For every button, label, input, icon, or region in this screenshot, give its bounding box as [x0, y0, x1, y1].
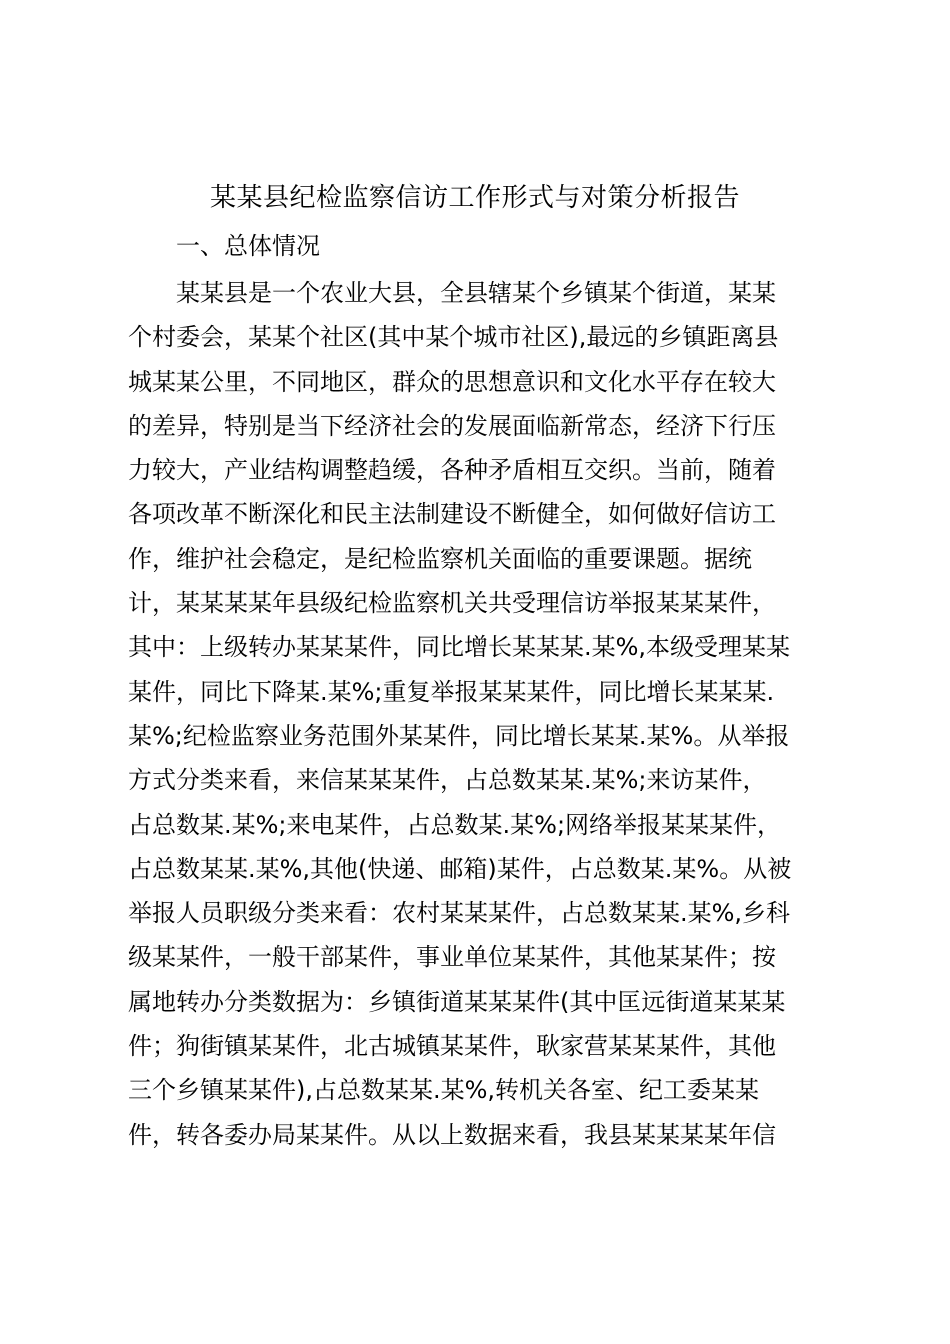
paragraph-line: 的差异，特别是当下经济社会的发展面临新常态，经济下行压: [128, 411, 776, 440]
paragraph-line: 占总数某某.某%,其他(快递、邮箱)某件，占总数某.某%。从被: [128, 854, 792, 883]
paragraph-line: 某某县是一个农业大县，全县辖某个乡镇某个街道，某某: [176, 279, 776, 307]
paragraph-line: 属地转办分类数据为：乡镇街道某某某件(其中匡远街道某某某: [128, 987, 786, 1016]
body-paragraph: [128, 271, 838, 1157]
paragraph-line: 占总数某.某%;来电某件，占总数某.某%;网络举报某某某件，: [128, 810, 782, 839]
document-title: 某某县纪检监察信访工作形式与对策分析报告: [209, 183, 740, 213]
paragraph-line: 作，维护社会稳定，是纪检监察机关面临的重要课题。据统: [128, 544, 752, 573]
paragraph-line: 级某某件，一般干部某件，事业单位某某件，其他某某件；按: [128, 943, 776, 972]
paragraph-line: 个村委会，某某个社区(其中某个城市社区),最远的乡镇距离县: [128, 323, 779, 352]
paragraph-line: 各项改革不断深化和民主法制建设不断健全，如何做好信访工: [128, 500, 776, 529]
paragraph-line: 力较大，产业结构调整趋缓，各种矛盾相互交织。当前，随着: [128, 456, 776, 485]
paragraph-line: 城某某公里，不同地区，群众的思想意识和文化水平存在较大: [128, 367, 776, 396]
paragraph-line: 某件，同比下降某.某%;重复举报某某某件，同比增长某某某.: [128, 677, 775, 706]
paragraph-line: 件，转各委办局某某件。从以上数据来看，我县某某某某年信: [128, 1120, 776, 1149]
paragraph-line: 其中：上级转办某某某件，同比增长某某某.某%,本级受理某某: [128, 633, 791, 662]
paragraph-line: 计，某某某某年县级纪检监察机关共受理信访举报某某某件，: [128, 589, 776, 618]
paragraph-line: 三个乡镇某某件),占总数某某.某%,转机关各室、纪工委某某: [128, 1076, 760, 1105]
paragraph-line: 方式分类来看，来信某某某件，占总数某某.某%;来访某件，: [128, 766, 767, 795]
paragraph-line: 举报人员职级分类来看：农村某某某件，占总数某某.某%,乡科: [128, 899, 791, 928]
paragraph-line: 件；狗街镇某某件，北古城镇某某件，耿家营某某某件，其他: [128, 1032, 776, 1061]
section-heading: 一、总体情况: [176, 232, 320, 260]
paragraph-line: 某%;纪检监察业务范围外某某件，同比增长某某.某%。从举报: [128, 721, 790, 750]
